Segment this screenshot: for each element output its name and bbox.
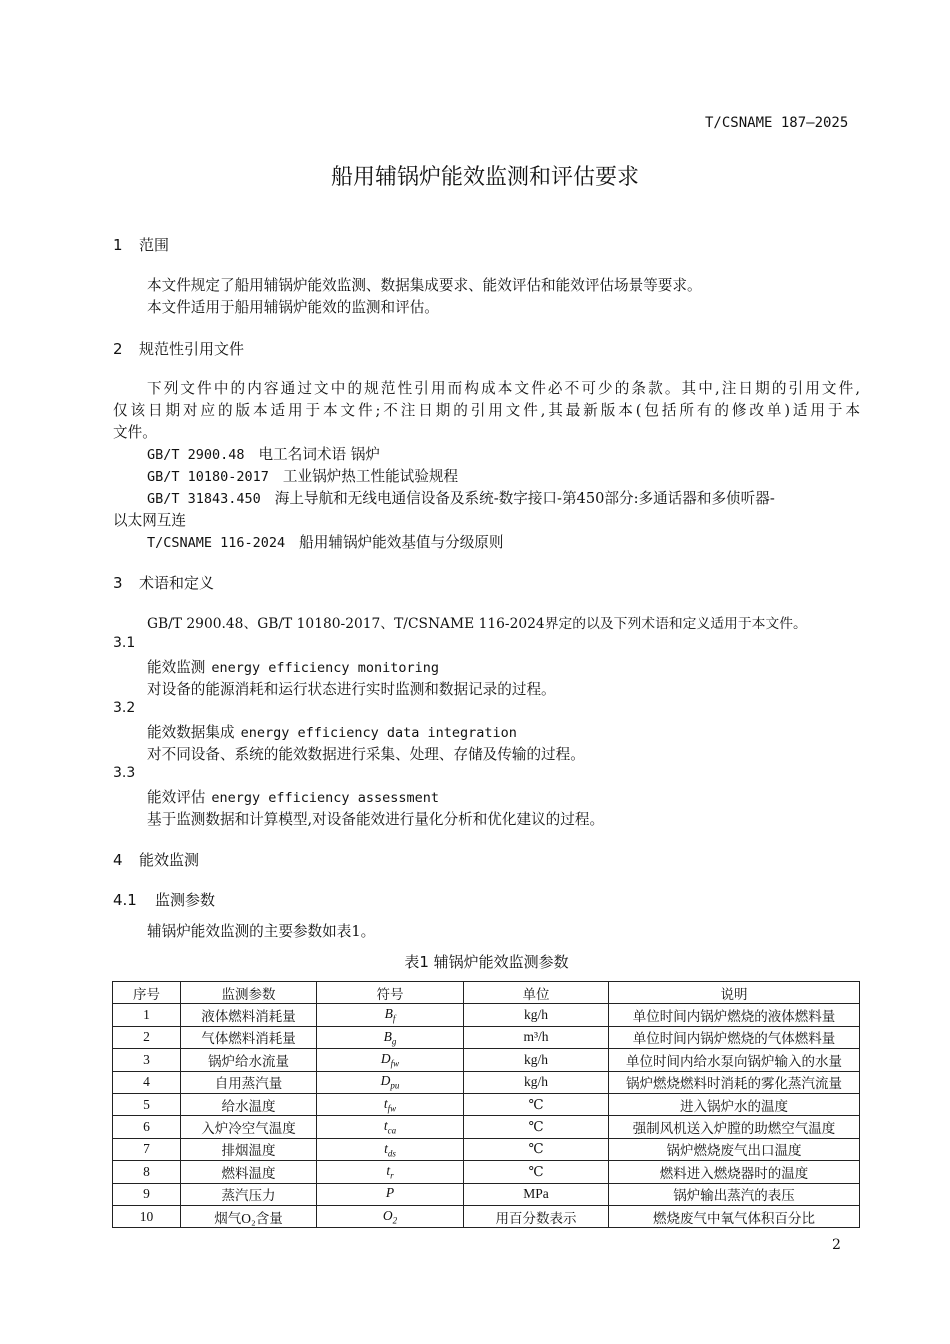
- section-title: 规范性引用文件: [139, 340, 245, 358]
- unit-cell: m³/h: [464, 1026, 609, 1048]
- symbol-cell: [317, 1116, 464, 1138]
- description-cell: 锅炉燃烧废气出口温度: [609, 1138, 860, 1160]
- term-entry: [147, 786, 439, 807]
- symbol-subscript: 2: [392, 1215, 398, 1226]
- section-4-heading: [113, 849, 199, 870]
- term-number: 3.3: [113, 765, 136, 781]
- unit-cell: MPa: [464, 1183, 609, 1205]
- document-title: 船用辅锅炉能效监测和评估要求: [330, 165, 639, 190]
- section-number: 3: [113, 574, 123, 592]
- monitoring-parameters-table: [112, 981, 860, 1228]
- term-chinese: 能效监测: [147, 659, 206, 676]
- symbol-cell: [317, 1183, 464, 1205]
- term-definition: 对设备的能源消耗和运行状态进行实时监测和数据记录的过程。: [147, 681, 556, 698]
- row-number-cell: 8: [113, 1161, 181, 1183]
- paragraph: 本文件适用于船用辅锅炉能效的监测和评估。: [147, 299, 439, 316]
- description-cell: 进入锅炉水的温度: [609, 1093, 860, 1115]
- row-number-cell: 3: [113, 1049, 181, 1071]
- row-number-cell: 4: [113, 1071, 181, 1093]
- table-row: [113, 1071, 860, 1093]
- parameter-cell: 入炉冷空气温度: [181, 1116, 317, 1138]
- paragraph: 下列文件中的内容通过文中的规范性引用而构成本文件必不可少的条款。其中,注日期的引用文件,: [147, 380, 860, 397]
- table-row: [113, 1026, 860, 1048]
- parameter-cell: 气体燃料消耗量: [181, 1026, 317, 1048]
- paragraph: 本文件规定了船用辅锅炉能效监测、数据集成要求、能效评估和能效评估场景等要求。: [147, 277, 702, 294]
- symbol-cell: [317, 1161, 464, 1183]
- reference-item: [147, 443, 380, 464]
- symbol-cell: [317, 1205, 464, 1227]
- term-chinese: 能效数据集成: [147, 724, 235, 741]
- description-cell: 单位时间内锅炉燃烧的气体燃料量: [609, 1026, 860, 1048]
- term-definition: 基于监测数据和计算模型,对设备能效进行量化分析和优化建议的过程。: [147, 811, 605, 828]
- description-cell: 单位时间内锅炉燃烧的液体燃料量: [609, 1004, 860, 1026]
- section-number: 1: [113, 236, 123, 254]
- symbol-cell: [317, 1138, 464, 1160]
- table-row: [113, 1004, 860, 1026]
- row-number-cell: 1: [113, 1004, 181, 1026]
- standard-number: T/CSNAME 187—2025: [705, 115, 849, 131]
- unit-cell: ℃: [464, 1093, 609, 1115]
- symbol-base: t: [384, 1140, 388, 1156]
- unit-cell: ℃: [464, 1161, 609, 1183]
- description-cell: 单位时间内给水泵向锅炉输入的水量: [609, 1049, 860, 1071]
- row-number-cell: 6: [113, 1116, 181, 1138]
- table-row: [113, 1138, 860, 1160]
- parameter-cell: 燃料温度: [181, 1161, 317, 1183]
- reference-code: GB/T 2900.48: [147, 447, 245, 463]
- table-row: [113, 1049, 860, 1071]
- reference-name: 工业锅炉热工性能试验规程: [282, 468, 459, 485]
- paragraph: 文件。: [113, 424, 157, 441]
- term-number: 3.1: [113, 635, 136, 651]
- reference-item: [147, 465, 458, 486]
- description-cell: 燃料进入燃烧器时的温度: [609, 1161, 860, 1183]
- column-header: 符号: [317, 982, 464, 1004]
- symbol-subscript: pu: [390, 1081, 400, 1092]
- parameter-cell: 蒸汽压力: [181, 1183, 317, 1205]
- symbol-base: D: [380, 1073, 391, 1089]
- unit-cell: kg/h: [464, 1071, 609, 1093]
- section-number: 4: [113, 851, 123, 869]
- description-cell: 锅炉燃烧燃料时消耗的雾化蒸汽流量: [609, 1071, 860, 1093]
- term-entry: [147, 656, 439, 677]
- reference-code: GB/T 10180-2017: [147, 469, 269, 485]
- table-caption: 表1 辅锅炉能效监测参数: [404, 953, 569, 971]
- row-number-cell: 7: [113, 1138, 181, 1160]
- symbol-base: t: [383, 1118, 388, 1134]
- paragraph: 辅锅炉能效监测的主要参数如表1。: [147, 923, 376, 940]
- symbol-base: t: [383, 1095, 388, 1111]
- subsection-number: 4.1: [113, 891, 137, 909]
- symbol-base: D: [380, 1051, 391, 1067]
- column-header: 说明: [609, 982, 860, 1004]
- column-header: 单位: [464, 982, 609, 1004]
- paragraph: 仅该日期对应的版本适用于本文件;不注日期的引用文件,其最新版本(包括所有的修改单)适用于本: [113, 402, 860, 419]
- unit-cell: kg/h: [464, 1004, 609, 1026]
- table-row: [113, 1093, 860, 1115]
- reference-code: GB/T 31843.450: [147, 491, 261, 507]
- symbol-base: P: [385, 1185, 395, 1201]
- symbol-subscript: g: [391, 1036, 397, 1047]
- term-number: 3.2: [113, 700, 136, 716]
- table-row: [113, 1161, 860, 1183]
- symbol-subscript: fw: [387, 1103, 397, 1114]
- reference-name: 船用辅锅炉能效基值与分级原则: [299, 534, 504, 551]
- section-2-heading: [113, 338, 244, 359]
- column-header: 序号: [113, 982, 181, 1004]
- paragraph: GB/T 2900.48、GB/T 10180-2017、T/CSNAME 116-2024界定的以及下列术语和定义适用于本文件。: [147, 616, 807, 632]
- table-body: [113, 1004, 860, 1228]
- parameter-cell: 给水温度: [181, 1093, 317, 1115]
- row-number-cell: 9: [113, 1183, 181, 1205]
- page-number: 2: [832, 1237, 841, 1253]
- section-title: 范围: [139, 236, 170, 254]
- symbol-subscript: r: [390, 1170, 394, 1181]
- description-cell: 锅炉输出蒸汽的表压: [609, 1183, 860, 1205]
- reference-name: 电工名词术语 锅炉: [258, 446, 380, 463]
- reference-continuation: 以太网互连: [113, 512, 186, 529]
- unit-cell: ℃: [464, 1138, 609, 1160]
- parameter-cell: 烟气O₂含量: [181, 1205, 317, 1227]
- symbol-subscript: ds: [387, 1148, 396, 1159]
- term-definition: 对不同设备、系统的能效数据进行采集、处理、存储及传输的过程。: [147, 746, 585, 763]
- table-row: [113, 1183, 860, 1205]
- symbol-base: t: [386, 1162, 391, 1178]
- symbol-cell: [317, 1049, 464, 1071]
- reference-code: T/CSNAME 116-2024: [147, 535, 286, 551]
- unit-cell: kg/h: [464, 1049, 609, 1071]
- term-entry: [147, 721, 517, 742]
- section-title: 术语和定义: [139, 574, 215, 592]
- description-cell: 燃烧废气中氧气体积百分比: [609, 1205, 860, 1227]
- symbol-base: B: [383, 1028, 392, 1044]
- unit-cell: ℃: [464, 1116, 609, 1138]
- section-number: 2: [113, 340, 123, 358]
- table-row: [113, 1205, 860, 1227]
- table-row: [113, 1116, 860, 1138]
- parameter-cell: 锅炉给水流量: [181, 1049, 317, 1071]
- unit-cell: 用百分数表示: [464, 1205, 609, 1227]
- symbol-cell: [317, 1026, 464, 1048]
- parameter-cell: 自用蒸汽量: [181, 1071, 317, 1093]
- term-english: energy efficiency assessment: [211, 790, 439, 806]
- symbol-cell: [317, 1004, 464, 1026]
- symbol-subscript: ca: [387, 1125, 397, 1136]
- reference-item: [147, 531, 504, 552]
- subsection-4-1-heading: [113, 889, 215, 910]
- table-header-row: [113, 982, 860, 1004]
- section-title: 能效监测: [139, 851, 200, 869]
- term-english: energy efficiency data integration: [240, 725, 517, 741]
- column-header: 监测参数: [181, 982, 317, 1004]
- symbol-subscript: f: [392, 1013, 396, 1024]
- symbol-cell: [317, 1093, 464, 1115]
- parameter-cell: 液体燃料消耗量: [181, 1004, 317, 1026]
- section-1-heading: [113, 234, 169, 255]
- term-chinese: 能效评估: [147, 789, 206, 806]
- symbol-cell: [317, 1071, 464, 1093]
- row-number-cell: 5: [113, 1093, 181, 1115]
- section-3-heading: [113, 572, 214, 593]
- parameter-cell: 排烟温度: [181, 1138, 317, 1160]
- row-number-cell: 2: [113, 1026, 181, 1048]
- term-english: energy efficiency monitoring: [211, 660, 439, 676]
- symbol-base: O: [382, 1207, 393, 1223]
- row-number-cell: 10: [113, 1205, 181, 1227]
- reference-item: [147, 487, 775, 508]
- description-cell: 强制风机送入炉膛的助燃空气温度: [609, 1116, 860, 1138]
- symbol-subscript: fw: [390, 1058, 400, 1069]
- reference-name: 海上导航和无线电通信设备及系统-数字接口-第450部分:多通话器和多侦听器-: [274, 490, 775, 507]
- symbol-base: B: [384, 1006, 393, 1022]
- subsection-title: 监测参数: [155, 891, 216, 909]
